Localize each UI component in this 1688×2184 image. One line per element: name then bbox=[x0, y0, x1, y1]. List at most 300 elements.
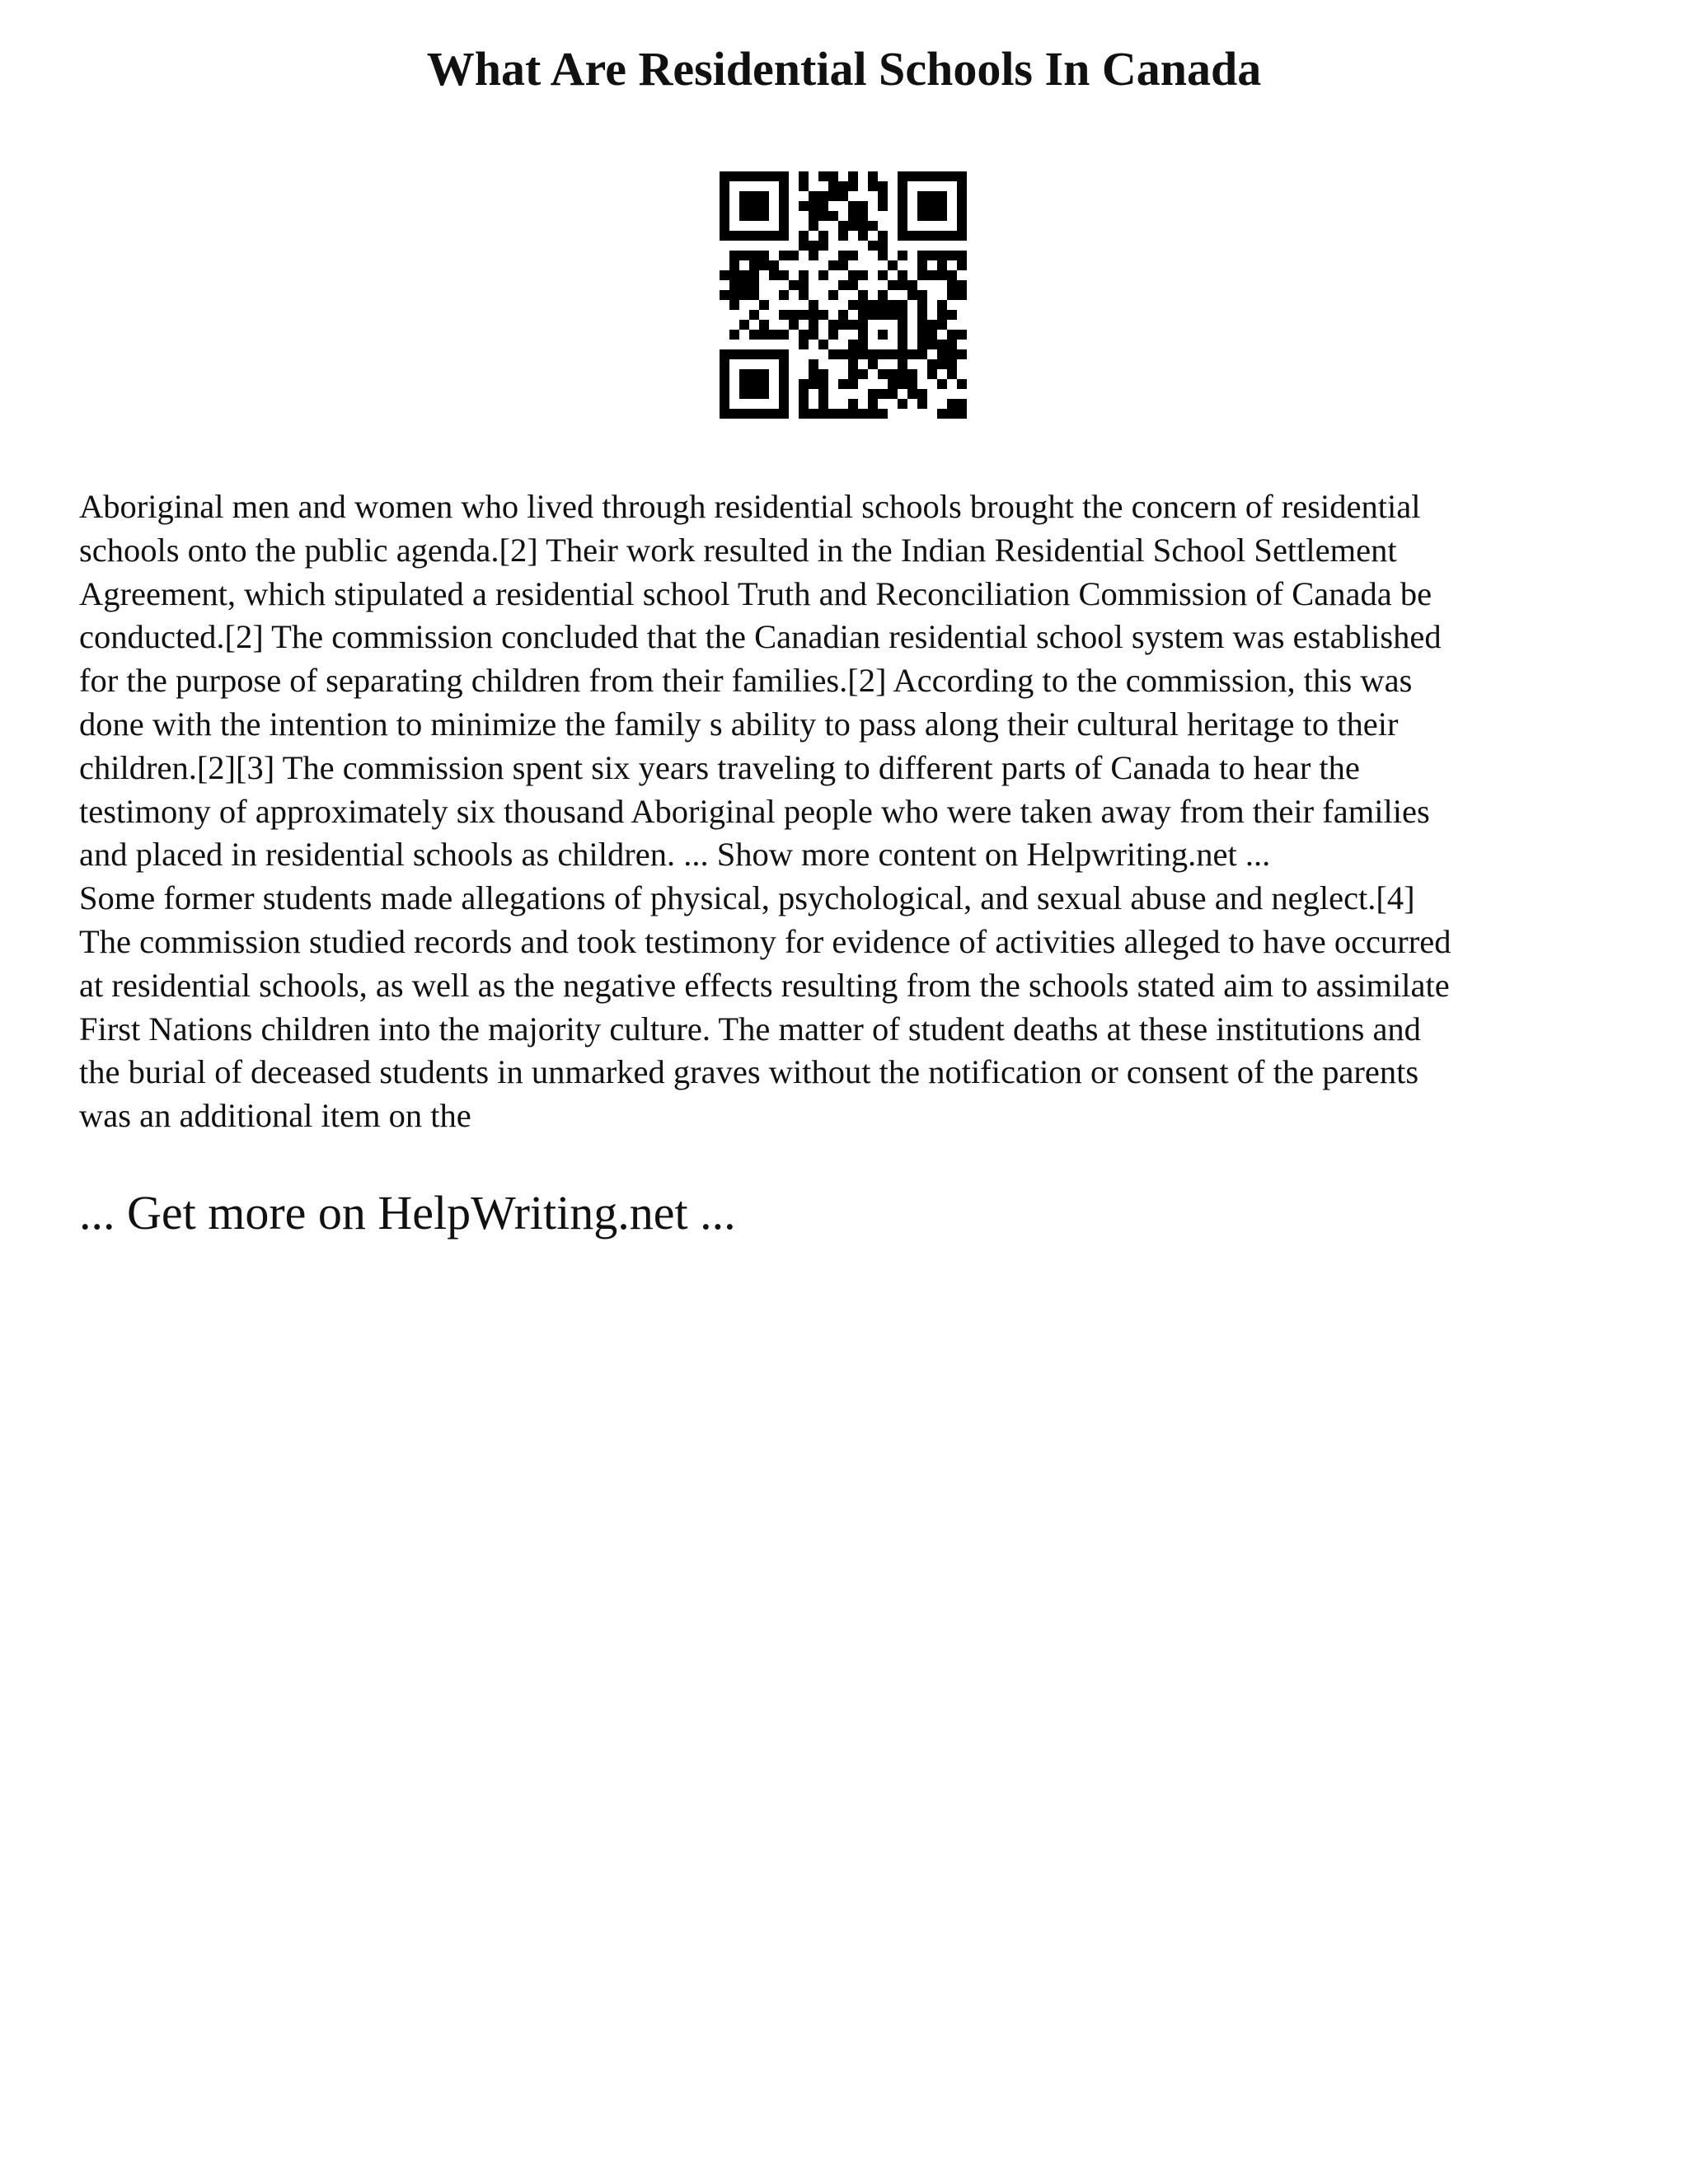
qr-module bbox=[759, 211, 769, 221]
get-more-link[interactable]: ... Get more on HelpWriting.net ... bbox=[79, 1186, 736, 1240]
qr-module bbox=[937, 409, 947, 419]
qr-module bbox=[828, 409, 838, 419]
qr-module bbox=[957, 231, 967, 241]
qr-module bbox=[739, 231, 749, 241]
qr-module bbox=[809, 300, 818, 310]
qr-module bbox=[848, 349, 858, 359]
qr-module bbox=[888, 260, 898, 270]
qr-module bbox=[858, 270, 868, 280]
qr-module bbox=[809, 320, 818, 330]
qr-module bbox=[779, 251, 789, 260]
qr-module bbox=[898, 211, 907, 221]
qr-module bbox=[848, 399, 858, 409]
qr-module bbox=[917, 211, 927, 221]
qr-module bbox=[818, 389, 828, 399]
qr-module bbox=[828, 320, 838, 330]
qr-module bbox=[749, 201, 759, 211]
qr-module bbox=[937, 201, 947, 211]
qr-module bbox=[769, 171, 779, 181]
qr-module bbox=[927, 191, 937, 201]
qr-module bbox=[878, 300, 888, 310]
qr-module bbox=[947, 330, 957, 340]
show-more-line[interactable]: and placed in residential schools as children. ... Show more content on Helpwriting.net ... bbox=[79, 836, 1271, 874]
qr-module bbox=[858, 211, 868, 221]
qr-module bbox=[947, 310, 957, 320]
qr-module bbox=[818, 340, 828, 349]
qr-module bbox=[878, 191, 888, 201]
qr-module bbox=[937, 340, 947, 349]
qr-module bbox=[779, 349, 789, 359]
qr-module bbox=[868, 181, 878, 191]
qr-module bbox=[729, 270, 739, 280]
qr-module bbox=[828, 211, 838, 221]
qr-module bbox=[898, 171, 907, 181]
qr-module bbox=[927, 251, 937, 260]
qr-module bbox=[739, 270, 749, 280]
qr-module bbox=[739, 251, 749, 260]
qr-module bbox=[720, 369, 729, 379]
qr-module bbox=[858, 310, 868, 320]
qr-module bbox=[779, 409, 789, 419]
qr-module bbox=[898, 379, 907, 389]
qr-module bbox=[927, 270, 937, 280]
qr-module bbox=[917, 191, 927, 201]
qr-module bbox=[937, 260, 947, 270]
qr-module bbox=[739, 389, 749, 399]
qr-module bbox=[779, 389, 789, 399]
body-line: Agreement, which stipulated a residential school Truth and Reconciliation Commission of Canada be bbox=[79, 574, 1432, 612]
qr-module bbox=[720, 399, 729, 409]
qr-module bbox=[749, 231, 759, 241]
qr-module bbox=[878, 369, 888, 379]
qr-module bbox=[779, 359, 789, 369]
qr-module bbox=[957, 409, 967, 419]
qr-module bbox=[818, 241, 828, 251]
qr-module bbox=[917, 389, 927, 399]
qr-module bbox=[749, 270, 759, 280]
qr-module bbox=[779, 221, 789, 231]
qr-module bbox=[759, 389, 769, 399]
qr-module bbox=[888, 300, 898, 310]
body-line: at residential schools, as well as the negative effects resulting from the schools stated aim to assimilate bbox=[79, 966, 1450, 1004]
qr-module bbox=[838, 320, 848, 330]
qr-module bbox=[720, 359, 729, 369]
qr-module bbox=[749, 330, 759, 340]
qr-module bbox=[898, 340, 907, 349]
qr-module bbox=[749, 310, 759, 320]
qr-module bbox=[749, 211, 759, 221]
qr-module bbox=[858, 340, 868, 349]
qr-module bbox=[947, 251, 957, 260]
qr-module bbox=[947, 290, 957, 300]
qr-module bbox=[937, 349, 947, 359]
qr-module bbox=[898, 201, 907, 211]
qr-module bbox=[818, 211, 828, 221]
qr-module bbox=[838, 349, 848, 359]
qr-module bbox=[898, 270, 907, 280]
qr-module bbox=[937, 310, 947, 320]
qr-module bbox=[838, 251, 848, 260]
qr-module bbox=[818, 379, 828, 389]
qr-module bbox=[809, 251, 818, 260]
qr-module bbox=[828, 171, 838, 181]
qr-module bbox=[729, 290, 739, 300]
qr-module bbox=[858, 330, 868, 340]
qr-module bbox=[838, 221, 848, 231]
qr-module bbox=[917, 290, 927, 300]
qr-module bbox=[729, 231, 739, 241]
qr-module bbox=[898, 330, 907, 340]
qr-module bbox=[759, 260, 769, 270]
qr-module bbox=[878, 330, 888, 340]
qr-module bbox=[848, 251, 858, 260]
qr-module bbox=[739, 320, 749, 330]
qr-module bbox=[898, 369, 907, 379]
qr-module bbox=[868, 389, 878, 399]
qr-module bbox=[818, 270, 828, 280]
qr-module bbox=[858, 290, 868, 300]
qr-module bbox=[759, 409, 769, 419]
qr-module bbox=[809, 201, 818, 211]
qr-module bbox=[917, 349, 927, 359]
qr-module bbox=[937, 379, 947, 389]
qr-module bbox=[957, 171, 967, 181]
qr-module bbox=[749, 260, 759, 270]
qr-module bbox=[917, 340, 927, 349]
qr-module bbox=[799, 290, 809, 300]
qr-module bbox=[917, 201, 927, 211]
body-line: the burial of deceased students in unmarked graves without the notification or consent of the parents bbox=[79, 1053, 1419, 1091]
qr-module bbox=[888, 349, 898, 359]
qr-module bbox=[759, 231, 769, 241]
qr-module bbox=[720, 389, 729, 399]
qr-module bbox=[878, 349, 888, 359]
qr-module bbox=[720, 191, 729, 201]
qr-module bbox=[838, 260, 848, 270]
qr-module bbox=[878, 241, 888, 251]
qr-module bbox=[858, 320, 868, 330]
qr-module bbox=[779, 369, 789, 379]
qr-module bbox=[809, 379, 818, 389]
qr-module bbox=[858, 221, 868, 231]
qr-module bbox=[937, 320, 947, 330]
qr-module bbox=[799, 330, 809, 340]
qr-module bbox=[917, 399, 927, 409]
qr-module bbox=[799, 270, 809, 280]
qr-module bbox=[759, 191, 769, 201]
qr-module bbox=[907, 171, 917, 181]
qr-module bbox=[927, 171, 937, 181]
qr-module bbox=[759, 171, 769, 181]
qr-module bbox=[927, 201, 937, 211]
body-line: was an additional item on the bbox=[79, 1097, 471, 1135]
qr-module bbox=[848, 211, 858, 221]
qr-module bbox=[868, 399, 878, 409]
qr-module bbox=[927, 340, 937, 349]
qr-module bbox=[809, 310, 818, 320]
qr-module bbox=[917, 310, 927, 320]
qr-module bbox=[759, 330, 769, 340]
qr-module bbox=[789, 320, 799, 330]
qr-module bbox=[749, 290, 759, 300]
qr-module bbox=[848, 359, 858, 369]
body-line: schools onto the public agenda.[2] Their work resulted in the Indian Residential School Settlement bbox=[79, 531, 1397, 569]
qr-module bbox=[809, 241, 818, 251]
qr-module bbox=[957, 399, 967, 409]
qr-module bbox=[848, 320, 858, 330]
qr-module bbox=[779, 310, 789, 320]
qr-module bbox=[947, 409, 957, 419]
qr-module bbox=[858, 300, 868, 310]
qr-module bbox=[917, 251, 927, 260]
qr-module bbox=[818, 171, 828, 181]
qr-module bbox=[878, 201, 888, 211]
qr-module bbox=[937, 231, 947, 241]
qr-module bbox=[947, 340, 957, 349]
qr-module bbox=[759, 251, 769, 260]
qr-module bbox=[759, 300, 769, 310]
qr-module bbox=[937, 211, 947, 221]
qr-module bbox=[828, 260, 838, 270]
qr-module bbox=[917, 231, 927, 241]
qr-module bbox=[720, 409, 729, 419]
qr-module bbox=[720, 181, 729, 191]
qr-module bbox=[937, 251, 947, 260]
qr-module bbox=[957, 181, 967, 191]
qr-module bbox=[720, 349, 729, 359]
qr-module bbox=[729, 171, 739, 181]
qr-module bbox=[888, 369, 898, 379]
qr-module bbox=[729, 330, 739, 340]
qr-module bbox=[720, 171, 729, 181]
qr-module bbox=[749, 191, 759, 201]
qr-module bbox=[720, 221, 729, 231]
qr-module bbox=[720, 211, 729, 221]
qr-module bbox=[898, 221, 907, 231]
qr-module bbox=[799, 171, 809, 181]
qr-module bbox=[729, 251, 739, 260]
qr-module bbox=[848, 379, 858, 389]
body-line: testimony of approximately six thousand Aboriginal people who were taken away from their families bbox=[79, 792, 1430, 830]
qr-module bbox=[947, 399, 957, 409]
qr-module bbox=[799, 399, 809, 409]
qr-module bbox=[957, 221, 967, 231]
qr-module bbox=[937, 300, 947, 310]
qr-module bbox=[838, 409, 848, 419]
qr-module bbox=[917, 320, 927, 330]
body-line: for the purpose of separating children from their families.[2] According to the commission, this was bbox=[79, 662, 1413, 700]
qr-module bbox=[878, 409, 888, 419]
qr-module bbox=[739, 379, 749, 389]
qr-module bbox=[809, 211, 818, 221]
qr-module bbox=[828, 290, 838, 300]
qr-module bbox=[927, 320, 937, 330]
qr-module bbox=[809, 409, 818, 419]
qr-module bbox=[799, 340, 809, 349]
qr-module bbox=[779, 399, 789, 409]
qr-module bbox=[739, 349, 749, 359]
qr-module bbox=[907, 280, 917, 290]
qr-module bbox=[957, 191, 967, 201]
qr-module bbox=[848, 300, 858, 310]
qr-module bbox=[858, 231, 868, 241]
body-line: conducted.[2] The commission concluded that the Canadian residential school system was established bbox=[79, 618, 1442, 656]
qr-module bbox=[947, 349, 957, 359]
qr-module bbox=[878, 181, 888, 191]
qr-module bbox=[799, 310, 809, 320]
qr-module bbox=[739, 171, 749, 181]
qr-module bbox=[739, 191, 749, 201]
qr-module bbox=[799, 379, 809, 389]
qr-module bbox=[799, 181, 809, 191]
qr-module bbox=[838, 280, 848, 290]
qr-module bbox=[878, 270, 888, 280]
qr-module bbox=[927, 359, 937, 369]
qr-module bbox=[868, 349, 878, 359]
qr-module bbox=[729, 409, 739, 419]
qr-module bbox=[878, 231, 888, 241]
qr-module bbox=[868, 241, 878, 251]
qr-module bbox=[868, 409, 878, 419]
qr-module bbox=[799, 409, 809, 419]
qr-module bbox=[799, 389, 809, 399]
qr-module bbox=[917, 300, 927, 310]
qr-module bbox=[868, 359, 878, 369]
qr-module bbox=[947, 369, 957, 379]
qr-module bbox=[838, 379, 848, 389]
qr-module bbox=[917, 171, 927, 181]
qr-module bbox=[848, 409, 858, 419]
qr-module bbox=[720, 231, 729, 241]
qr-module bbox=[957, 330, 967, 340]
qr-module bbox=[878, 290, 888, 300]
qr-module bbox=[759, 320, 769, 330]
qr-module bbox=[848, 221, 858, 231]
qr-module bbox=[720, 290, 729, 300]
qr-module bbox=[818, 310, 828, 320]
qr-module bbox=[888, 379, 898, 389]
qr-code-image bbox=[720, 171, 967, 419]
qr-module bbox=[799, 201, 809, 211]
qr-module bbox=[779, 231, 789, 241]
qr-module bbox=[957, 349, 967, 359]
qr-module bbox=[779, 201, 789, 211]
qr-module bbox=[799, 241, 809, 251]
qr-module bbox=[818, 409, 828, 419]
qr-module bbox=[759, 349, 769, 359]
qr-module bbox=[769, 349, 779, 359]
qr-module bbox=[868, 171, 878, 181]
qr-module bbox=[888, 280, 898, 290]
qr-module bbox=[799, 280, 809, 290]
qr-module bbox=[957, 260, 967, 270]
qr-module bbox=[848, 340, 858, 349]
qr-module bbox=[888, 310, 898, 320]
qr-module bbox=[739, 369, 749, 379]
qr-module bbox=[729, 349, 739, 359]
qr-module bbox=[769, 270, 779, 280]
qr-module bbox=[947, 231, 957, 241]
body-line: First Nations children into the majority culture. The matter of student deaths at these institutions and bbox=[79, 1010, 1421, 1047]
qr-module bbox=[937, 171, 947, 181]
qr-module bbox=[947, 270, 957, 280]
qr-module bbox=[739, 280, 749, 290]
qr-module bbox=[729, 260, 739, 270]
body-line: done with the intention to minimize the family s ability to pass along their cultural heritage to their bbox=[79, 705, 1399, 743]
qr-module bbox=[779, 171, 789, 181]
qr-module bbox=[917, 270, 927, 280]
qr-module bbox=[769, 231, 779, 241]
article-body bbox=[79, 485, 1629, 1138]
qr-module bbox=[858, 201, 868, 211]
qr-module bbox=[858, 409, 868, 419]
qr-module bbox=[779, 191, 789, 201]
qr-module bbox=[858, 369, 868, 379]
qr-module bbox=[749, 171, 759, 181]
qr-module bbox=[789, 280, 799, 290]
qr-module bbox=[927, 369, 937, 379]
qr-module bbox=[947, 280, 957, 290]
qr-module bbox=[957, 280, 967, 290]
qr-module bbox=[789, 310, 799, 320]
qr-module bbox=[809, 359, 818, 369]
qr-module bbox=[749, 280, 759, 290]
qr-module bbox=[957, 290, 967, 300]
qr-module bbox=[769, 260, 779, 270]
page-title: What Are Residential Schools In Canada bbox=[426, 42, 1262, 96]
qr-module bbox=[907, 231, 917, 241]
qr-module bbox=[739, 290, 749, 300]
qr-module bbox=[907, 369, 917, 379]
qr-module bbox=[779, 330, 789, 340]
qr-module bbox=[898, 231, 907, 241]
qr-module bbox=[828, 191, 838, 201]
qr-module bbox=[957, 251, 967, 260]
qr-module bbox=[898, 280, 907, 290]
qr-module bbox=[749, 379, 759, 389]
body-line: Some former students made allegations of physical, psychological, and sexual abuse and neglect.[4] bbox=[79, 879, 1415, 917]
qr-module bbox=[898, 310, 907, 320]
qr-module bbox=[927, 231, 937, 241]
qr-module bbox=[848, 280, 858, 290]
qr-module bbox=[868, 300, 878, 310]
qr-module bbox=[907, 389, 917, 399]
qr-module bbox=[759, 379, 769, 389]
body-line: Aboriginal men and women who lived through residential schools brought the concern of residential bbox=[79, 488, 1421, 525]
qr-module bbox=[729, 280, 739, 290]
qr-module bbox=[917, 330, 927, 340]
qr-module bbox=[927, 211, 937, 221]
qr-module bbox=[749, 409, 759, 419]
qr-module bbox=[907, 349, 917, 359]
body-line: children.[2][3] The commission spent six years traveling to different parts of Canada to hear the bbox=[79, 748, 1360, 786]
qr-module bbox=[898, 320, 907, 330]
qr-module bbox=[838, 231, 848, 241]
qr-module bbox=[749, 389, 759, 399]
qr-module bbox=[868, 310, 878, 320]
qr-module bbox=[848, 369, 858, 379]
qr-module bbox=[947, 359, 957, 369]
qr-module bbox=[809, 191, 818, 201]
qr-module bbox=[818, 399, 828, 409]
qr-module bbox=[809, 330, 818, 340]
qr-module bbox=[759, 201, 769, 211]
qr-module bbox=[769, 330, 779, 340]
qr-module bbox=[739, 201, 749, 211]
qr-module bbox=[779, 181, 789, 191]
qr-module bbox=[779, 270, 789, 280]
qr-module bbox=[838, 181, 848, 191]
